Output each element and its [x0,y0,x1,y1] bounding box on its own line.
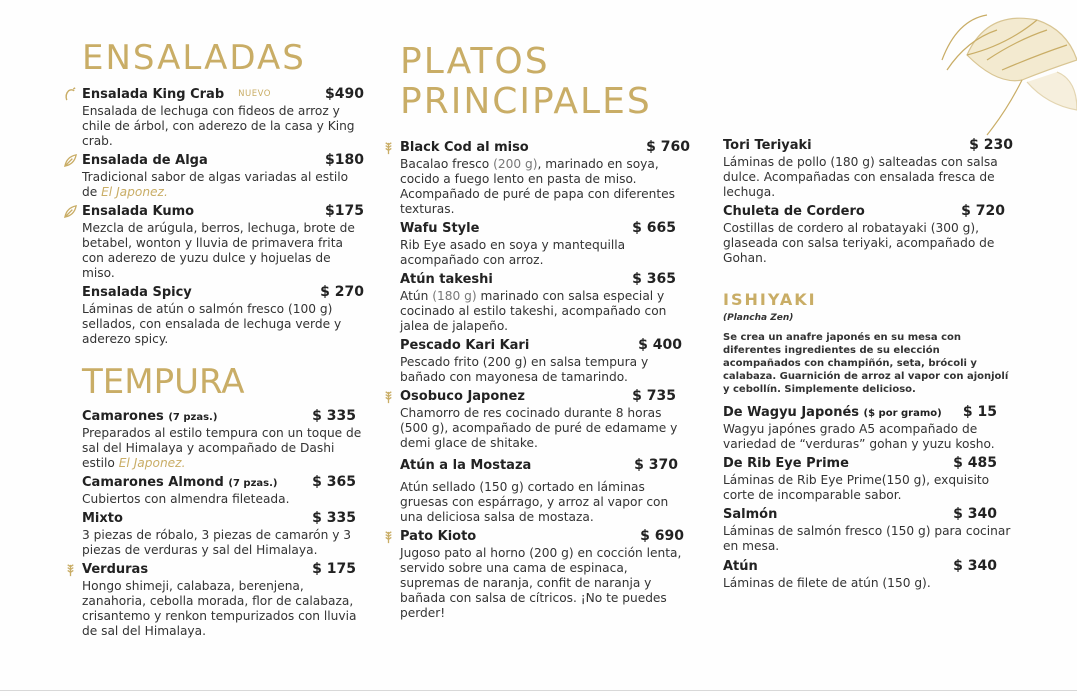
item-name: De Wagyu Japonés [723,405,859,420]
platos-principales-list [400,139,690,624]
section-title-tempura: TEMPURA [82,362,245,402]
menu-item [400,457,690,525]
item-description: Bacalao fresco (200 g), marinado en soya, cocido a fuego lento en pasta de miso. Acompañado de puré de papa con diferentes texturas. [400,157,675,216]
item-price: $ 690 [640,528,684,544]
menu-item [400,388,690,451]
item-price: $ 720 [961,203,1005,219]
menu-item [400,220,690,268]
item-name: Camarones [82,409,164,424]
page-edge-line [0,690,1077,691]
section-title-ensaladas: ENSALADAS [82,38,306,78]
item-name: Ensalada Kumo [82,204,195,219]
leaf-icon [63,204,78,219]
wheat-icon [63,562,78,577]
item-name: Pescado Kari Kari [400,338,530,353]
item-description: Tradicional sabor de algas variadas al estilo de El Japonez. [82,170,349,199]
item-price: $ 15 [962,404,997,420]
new-badge: NUEVO [238,89,271,99]
item-description: Costillas de cordero al robatayaki (300 g), glaseada con salsa teriyaki, acompañado de Gohan. [723,221,995,265]
ishiyaki-list [723,313,1013,594]
item-name: Ensalada Spicy [82,285,192,300]
menu-item [723,404,1013,452]
item-price: $490 [325,86,364,102]
item-name: Wafu Style [400,221,480,236]
item-description: Mezcla de arúgula, berros, lechuga, brote de betabel, wonton y lluvia de primavera frita con aderezo de yuzu dulce y hojuelas de miso. [82,221,355,280]
item-name: Tori Teriyaki [723,138,812,153]
item-unit: ($ por gramo) [863,408,942,419]
item-description: Láminas de filete de atún (150 g). [723,576,931,590]
item-description: Ensalada de lechuga con fideos de arroz y chile de árbol, con aderezo de la casa y King crab. [82,104,355,148]
wheat-icon [381,140,396,155]
menu-item [723,506,1013,554]
item-name: Ensalada King Crab [82,87,225,102]
ishiyaki-subtitle: (Plancha Zen) [723,313,794,323]
item-name: Osobuco Japonez [400,389,525,404]
item-price: $ 365 [632,271,676,287]
item-description: Atún sellado (150 g) cortado en láminas gruesas con espárrago, y arroz al vapor con una deliciosa salsa de mostaza. [400,480,669,524]
section-title-platos-principales: PLATOS PRINCIPALES [400,41,652,122]
item-name: Mixto [82,511,123,526]
item-name: Black Cod al miso [400,140,529,155]
menu-item [82,510,364,558]
brand-name: El Japonez. [118,456,186,470]
item-name: Salmón [723,507,778,522]
item-description: Láminas de pollo (180 g) salteadas con salsa dulce. Acompañadas con ensalada fresca de lechuga. [723,155,998,199]
item-price: $ 335 [312,408,356,424]
item-price: $ 340 [953,558,997,574]
item-description: Hongo shimeji, calabaza, berenjena, zanahoria, cebolla morada, flor de calabaza, crisantemo y renkon tempurizados con lluvia de sal del Himalaya. [82,579,357,638]
platos-principales-list-2 [723,137,1013,269]
tempura-list [82,408,364,642]
item-price: $ 400 [638,337,682,353]
item-name: De Rib Eye Prime [723,456,849,471]
menu-item [82,284,364,347]
item-description: Láminas de Rib Eye Prime(150 g), exquisito corte de incomparable sabor. [723,473,990,502]
item-description: 3 piezas de róbalo, 3 piezas de camarón y 3 piezas de verduras y sal del Himalaya. [82,528,352,557]
menu-item [400,337,690,385]
item-name: Ensalada de Alga [82,153,208,168]
item-price: $175 [325,203,364,219]
item-description: Rib Eye asado en soya y mantequilla acompañado con arroz. [400,238,626,267]
item-price: $ 485 [953,455,997,471]
item-pieces: (7 pzas.) [168,412,218,423]
menu-item [82,86,364,149]
item-name: Atún takeshi [400,272,493,287]
item-description: Preparados al estilo tempura con un toque de sal del Himalaya y acompañado de Dashi estilo El Japonez. [82,426,362,470]
leaf-icon [63,153,78,168]
item-price: $ 340 [953,506,997,522]
ishiyaki-intro: Se crea un anafre japonés en su mesa con diferentes ingredientes de su elección acompañados con champiñón, seta, brócoli y calabaza. Guarnición de arroz al vapor con ajonjolí y cebollín. Simplemente delicioso. [723,332,1009,395]
item-description: Atún (180 g) marinado con salsa especial y cocinado al estilo takeshi, acompañado con jalea de jalapeño. [400,289,667,333]
item-name: Verduras [82,562,149,577]
item-name: Atún a la Mostaza [400,458,532,473]
brand-name: El Japonez. [101,185,168,199]
item-description: Jugoso pato al horno (200 g) en cocción lenta, servido sobre una cama de espinaca, supremas de naranja, confit de naranja y bañada con salsa de cítricos. ¡No te puedes perder! [400,546,682,620]
wheat-icon [381,529,396,544]
item-description: Cubiertos con almendra fileteada. [82,492,290,506]
item-price: $ 335 [312,510,356,526]
item-description: Láminas de atún o salmón fresco (100 g) sellados, con ensalada de lechuga verde y aderezo spicy. [82,302,342,346]
menu-item [82,203,364,281]
menu-item [82,474,364,507]
item-price: $ 665 [632,220,676,236]
item-price: $ 230 [969,137,1013,153]
menu-item [82,561,364,639]
item-name: Atún [723,559,758,574]
item-description: Wagyu japónes grado A5 acompañado de variedad de “verduras” gohan y yuzu kosho. [723,422,995,451]
item-description: Chamorro de res cocinado durante 8 horas (500 g), acompañado de puré de edamame y demi glace de shitake. [400,406,678,450]
item-description: Láminas de salmón fresco (150 g) para cocinar en mesa. [723,524,1011,553]
wheat-icon [381,389,396,404]
item-pieces: (7 pzas.) [228,478,278,489]
item-description: Pescado frito (200 g) en salsa tempura y bañado con mayonesa de tamarindo. [400,355,649,384]
item-price: $ 365 [312,474,356,490]
menu-item [723,137,1013,200]
menu-item [723,455,1013,503]
ginkgo-leaf-icon [927,0,1077,150]
menu-item [400,528,690,621]
item-name: Camarones Almond [82,475,224,490]
item-price: $ 270 [320,284,364,300]
item-price: $ 735 [632,388,676,404]
section-title-ishiyaki: ISHIYAKI [723,290,817,309]
menu-item [723,558,1013,591]
item-name: Chuleta de Cordero [723,204,865,219]
menu-item [82,408,364,471]
item-price: $ 175 [312,561,356,577]
menu-item [723,203,1013,266]
menu-item [400,139,690,217]
item-price: $ 760 [646,139,690,155]
chili-icon [63,87,78,102]
ensaladas-list [82,86,364,350]
item-price: $180 [325,152,364,168]
menu-item [82,152,364,200]
menu-item [400,271,690,334]
item-price: $ 370 [634,457,678,473]
item-name: Pato Kioto [400,529,477,544]
